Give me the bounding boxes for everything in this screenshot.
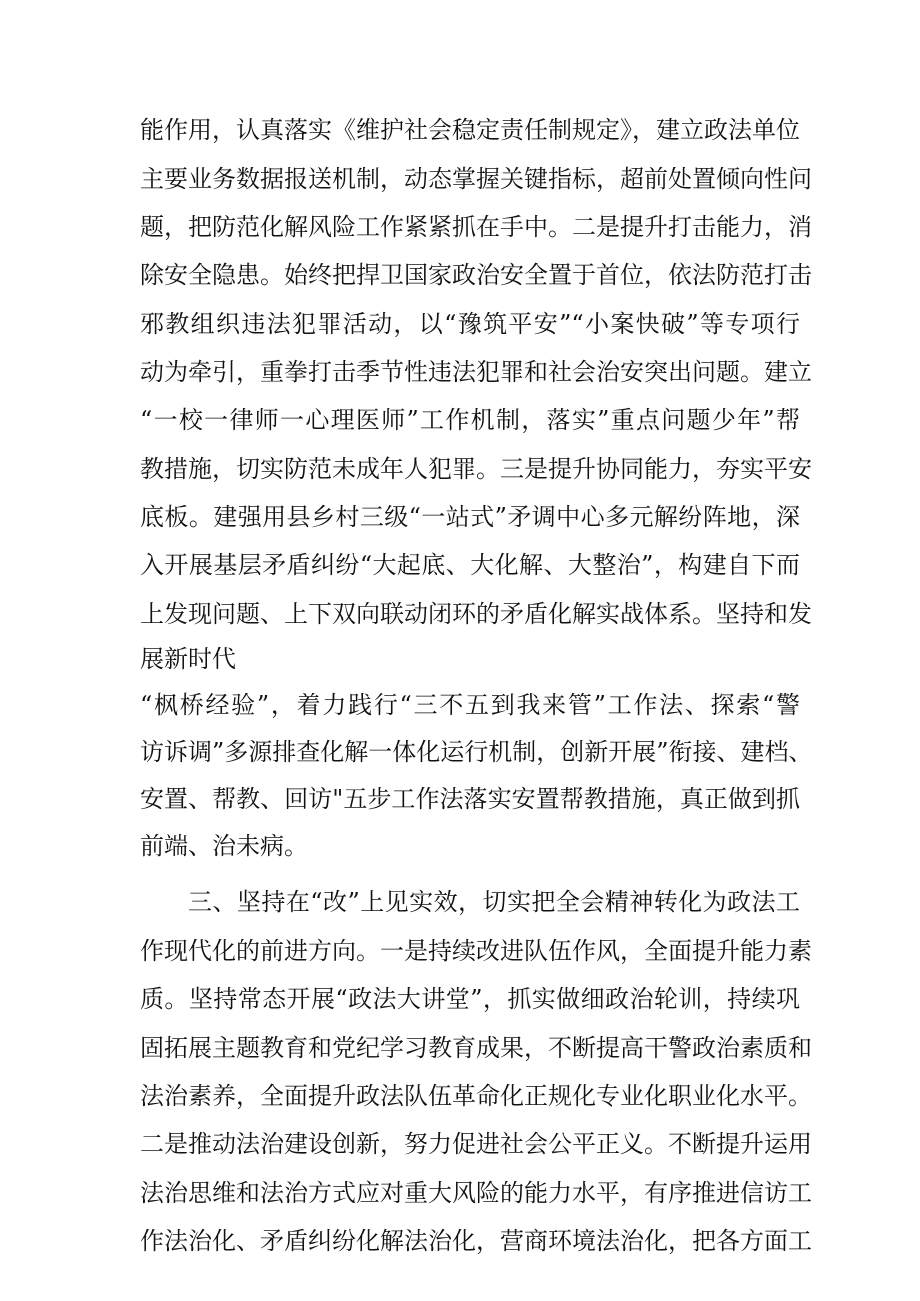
text-line: 访诉调”多源排查化解一体化运行机制，创新开展”衔接、建档、 [140, 738, 813, 766]
text-line: 作现代化的前进方向。一是持续改进队伍作风，全面提升能力素 [140, 937, 812, 965]
text-line: 法治思维和法治方式应对重大风险的能力水平，有序推进信访工 [140, 1179, 812, 1207]
text-line: 安置、帮教、回访"五步工作法落实安置帮教措施，真正做到抓 [140, 785, 800, 813]
text-line: 二是推动法治建设创新，努力促进社会公平正义。不断提升运用 [140, 1130, 812, 1158]
text-line: 展新时代 [140, 645, 236, 673]
text-line: 主要业务数据报送机制，动态掌握关键指标，超前处置倾向性问 [140, 165, 812, 193]
text-line: 入开展基层矛盾纠纷“大起底、大化解、大整治”，构建自下而 [140, 551, 800, 579]
text-line: 邪教组织违法犯罪活动，以“豫筑平安”“小案快破”等专项行 [140, 310, 800, 338]
text-line: “一校一律师一心理医师”工作机制，落实”重点问题少年”帮 [140, 406, 800, 434]
text-line: 教措施，切实防范未成年人犯罪。三是提升协同能力，夯实平安 [140, 455, 812, 483]
text-line: 作法治化、矛盾纠纷化解法治化，营商环境法治化，把各方面工 [140, 1227, 812, 1255]
text-line: 前端、治未病。 [140, 832, 308, 860]
text-line: 质。坚持常态开展“政法大讲堂”，抓实做细政治轮训，持续巩 [140, 985, 800, 1013]
text-line: 上发现问题、上下双向联动闭环的矛盾化解实战体系。坚持和发 [140, 600, 812, 628]
text-line: 底板。建强用县乡村三级“一站式”矛调中心多元解纷阵地，深 [140, 503, 800, 531]
text-line: 题，把防范化解风险工作紧紧抓在手中。二是提升打击能力，消 [140, 213, 812, 241]
text-line: “枫桥经验”，着力践行“三不五到我来管”工作法、探索“警 [140, 691, 800, 719]
text-line: 动为牵引，重拳打击季节性违法犯罪和社会治安突出问题。建立 [140, 358, 812, 386]
paragraph-heading-line: 三、坚持在“改”上见实效，切实把全会精神转化为政法工 [188, 888, 800, 916]
text-line: 固拓展主题教育和党纪学习教育成果，不断提高干警政治素质和 [140, 1034, 812, 1062]
text-line: 能作用，认真落实《维护社会稳定责任制规定》，建立政法单位 [140, 116, 800, 144]
text-line: 除安全隐患。始终把捍卫国家政治安全置于首位，依法防范打击 [140, 261, 812, 289]
text-line: 法治素养，全面提升政法队伍革命化正规化专业化职业化水平。 [140, 1082, 812, 1110]
